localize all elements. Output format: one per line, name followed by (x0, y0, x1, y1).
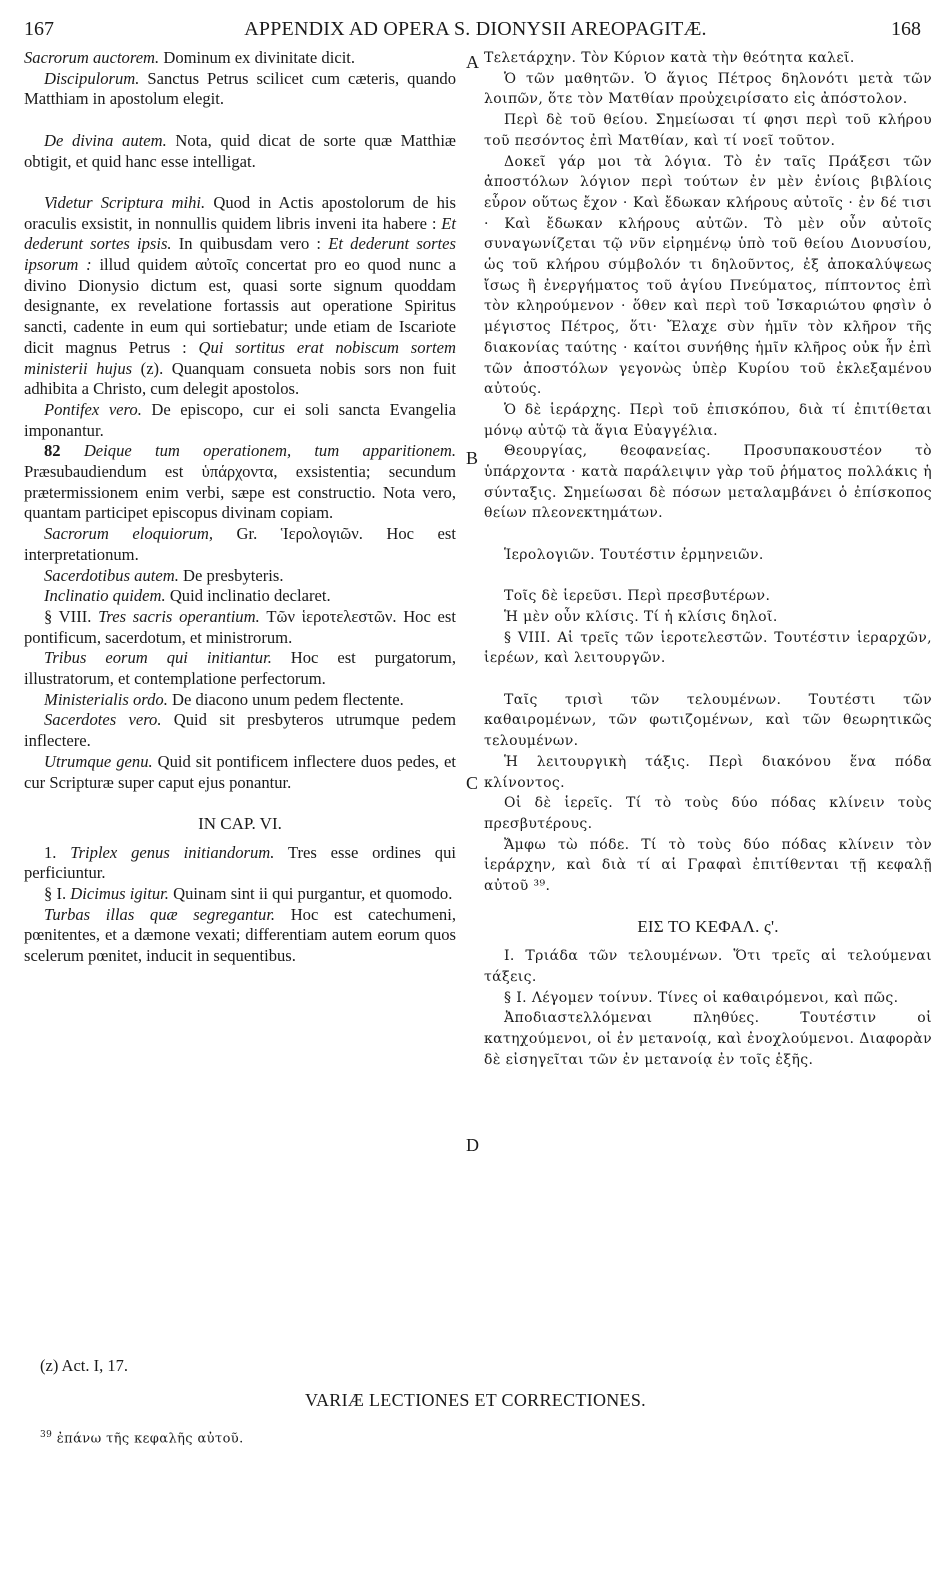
greek-note: Ἀποδιαστελλόμεναι πληθύες. Τουτέστιν οἱ κατηχούμενοι, οἱ ἐν μετανοίᾳ, καὶ ἐνοχλούμενοι. Διαφορὰν δὲ εἰσηγεῖται τῶν ἐν μετανοίᾳ ἐν τοῖς ἑξῆς. (484, 1010, 932, 1068)
latin-note: 1. Triplex genus initiandorum. Tres esse ordines qui perficiuntur. (24, 842, 456, 883)
greek-note: Θεουργίας, θεοφανείας. Προσυπακουστέον τὸ ὑπάρχοντα · κατὰ παράλειψιν γὰρ τοῦ ῥήματος πολλάκις ἡ σύνταξις. Σημείωσαι δὲ πόσων μεταλαμβάνει ὁ ἐπίσκοπος θείων πλεονεκτημάτων. (484, 443, 932, 522)
margin-letter-d: D (466, 1135, 479, 1155)
greek-footnote: $^{39}$ ἐπάνω τῆς κεφαλῆς αὐτοῦ. (40, 1430, 244, 1447)
latin-note: Tribus eorum qui initiantur. Hoc est purgatorum, illustratorum, et contemplatione perfectorum. (24, 648, 456, 689)
latin-note: Sacerdotes vero. Quid sit presbyteros utrumque pedem inflectere. (24, 710, 457, 751)
latin-note: Videtur Scriptura mihi. Quod in Actis apostolorum de his oraculis exsistit, in nonnullis quidem libris inveni ita habere : Et dederunt sortes ipsis. In quibusdam vero : Et dederunt sortes ipsorum : illud quidem αὐτοῖς concertat pro eo quod nunc a divino Dionysio dictum est, quasi sorte signum quoddam designante, ex revelatione fortassis aut operatione Spiritus sancti, cadente in eum qui sortiebatur; unde etiam de Iscariote dicit magnus Petrus : Qui sortitus erat nobiscum sortem ministerii hujus (z). Quanquam consueta nobis sors non fuit adhibita a Christo, cum delegit apostolos. (24, 192, 456, 399)
greek-note: Τοῖς δὲ ἱερεῦσι. Περὶ πρεσβυτέρων. (504, 588, 771, 605)
greek-note: Ὁ δὲ ἱεράρχης. Περὶ τοῦ ἐπισκόπου, διὰ τί ἐπιτίθεται μόνῳ αὐτῷ τὰ ἅγια Εὐαγγέλια. (484, 401, 932, 439)
margin-letter-c: C (466, 773, 479, 793)
latin-note: Pontifex vero. De episcopo, cur ei soli sancta Evangelia imponantur. (24, 399, 456, 440)
greek-note: § Ι. Λέγομεν τοίνυν. Τίνες οἱ καθαιρόμενοι, καὶ πῶς. (504, 989, 899, 1006)
running-title: APPENDIX AD OPERA S. DIONYSII AREOPAGITÆ. (244, 18, 707, 40)
greek-note: Ἡ μὲν οὖν κλίσις. Τί ἡ κλίσις δηλοῖ. (504, 608, 778, 625)
chapter-heading-greek: ΕΙΣ ΤΟ ΚΕΦΑΛ. ς'. (637, 917, 779, 937)
greek-note: Ὁ τῶν μαθητῶν. Ὁ ἅγιος Πέτρος δηλονότι μετὰ τῶν λοιπῶν, ὅτε τὸν Ματθίαν προὐχειρίσατο εἰς ἀπόστολον. (484, 70, 932, 108)
latin-note: De divina autem. Nota, quid dicat de sorte quæ Matthiæ obtigit, et quid hanc esse intelligat. (24, 130, 456, 171)
greek-column (484, 48, 932, 1070)
latin-note: 82 Deique tum operationem, tum apparitionem. Præsubaudiendum est ὑπάρχοντα, exsistentia; secundum prætermissionem enim verbi, sæpe est constructio. Nota vero, quantam participet episcopus divinam copiam. (24, 441, 456, 523)
latin-note: Inclinatio quidem. Quid inclinatio declaret. (44, 586, 331, 606)
page-number-left: 167 (24, 18, 54, 40)
greek-note: Περὶ δὲ τοῦ θείου. Σημείωσαι τί φησι περὶ τοῦ κλήρου τοῦ πεσόντος ἐπὶ Ματθίαν, καὶ τί νοεῖ τοῦτον. (484, 112, 932, 149)
section-number: 82 (44, 441, 61, 461)
greek-note: Τελετάρχην. Τὸν Κύριον κατὰ τὴν θεότητα καλεῖ. (484, 50, 855, 66)
greek-note: § VIII. Αἱ τρεῖς τῶν ἱεροτελεστῶν. Τουτέστιν ἱεραρχῶν, ἱερέων, καὶ λειτουργῶν. (484, 629, 932, 667)
margin-letter-b: B (466, 448, 479, 468)
latin-note: § VIII. Tres sacris operantium. Τῶν ἱεροτελεστῶν. Hoc est pontificum, sacerdotum, et ministrorum. (24, 606, 456, 647)
latin-note: Turbas illas quæ segregantur. Hoc est catechumeni, pœnitentes, et a dæmone vexati; differentiam autem eorum quos scelerum pœnitet, inducit in sequentibus. (24, 904, 456, 966)
latin-note: Utrumque genu. Quid sit pontificem inflectere duos pedes, et cur Scripturæ super caput ejus ponantur. (24, 751, 456, 792)
greek-note: Οἱ δὲ ἱερεῖς. Τί τὸ τοὺς δύο πόδας κλίνειν τοὺς πρεσβυτέρους. (484, 795, 932, 832)
margin-letter-a: A (466, 52, 479, 72)
latin-note: Discipulorum. Sanctus Petrus scilicet cum cæteris, quando Matthiam in apostolum elegit. (24, 68, 456, 109)
latin-note: Sacrorum auctorem. Dominum ex divinitate dicit. (24, 48, 356, 67)
running-header (0, 18, 951, 44)
latin-footnote: (z) Act. I, 17. (40, 1356, 128, 1375)
latin-note: Ministerialis ordo. De diacono unum pedem flectente. (44, 689, 404, 709)
greek-note: Ι. Τριάδα τῶν τελουμένων. Ὅτι τρεῖς αἱ τελούμεναι τάξεις. (484, 948, 932, 985)
greek-note: Ἡ λειτουργικὴ τάξις. Περὶ διακόνου ἕνα πόδα κλίνοντος. (484, 753, 932, 791)
variae-lectiones-heading: VARIÆ LECTIONES ET CORRECTIONES. (305, 1390, 646, 1410)
latin-note: Sacrorum eloquiorum, Gr. Ἱερολογιῶν. Hoc est interpretationum. (24, 524, 456, 564)
latin-note: Sacerdotibus autem. De presbyteris. (44, 565, 284, 585)
greek-note: Δοκεῖ γάρ μοι τὰ λόγια. Τὸ ἐν ταῖς Πράξεσι τῶν ἀποστόλων λόγιον περὶ τούτων ἐν μὲν ἐνίοις βιβλίοις εὗρον οὕτως ἔχον · Καὶ ἔδωκαν κλήρους αὐτοῖς · ἐν δέ τισι · Καὶ ἔδωκαν κλήρους αὐτῶν. Τὸ μὲν οὖν αὐτοῖς συναγωνίζεται τῷ νῦν εἰρημένῳ ὑπὸ τοῦ θείου Διονυσίου, ὡς τοῦ κλήρου σύμβολόν τι δηλοῦντος, ἐξ ἀποκαλύψεως ἴσως ἢ ἐνεργήματος τοῦ ἁγίου Πνεύματος, πίπτοντος ἐπὶ τὸν κληρούμενον · ὅθεν καὶ περὶ τοῦ Ἰσκαριώτου φησὶν ὁ μέγιστος Πέτρος, ὅτι· Ἔλαχε σὺν ἡμῖν τὸν κλῆρον τῆς διακονίας ταύτης · καίτοι συνήθης ἡμῖν κλῆρος οὐκ ἦν ἐπὶ τῶν ἀποστόλων γεγονὼς ὑπὲρ Κυρίου τοῦ ἐκλεξαμένου αὐτούς. (484, 153, 932, 398)
page-number-right: 168 (891, 18, 921, 40)
latin-note: § I. Dicimus igitur. Quinam sint ii qui purgantur, et quomodo. (44, 884, 453, 904)
latin-column (24, 48, 456, 967)
greek-note: Ἄμφω τὼ πόδε. Τί τὸ τοὺς δύο πόδας κλίνειν τὸν ἱεράρχην, καὶ διὰ τί αἱ Γραφαὶ ἐπιτίθενται τῇ κεφαλῇ αὐτοῦ ³⁹. (484, 836, 932, 895)
greek-note: Ἱερολογιῶν. Τουτέστιν ἑρμηνειῶν. (504, 546, 764, 563)
greek-note: Ταῖς τρισὶ τῶν τελουμένων. Τουτέστι τῶν καθαιρομένων, τῶν φωτιζομένων, καὶ τῶν θεωρητικῶς τελουμένων. (484, 691, 932, 750)
chapter-heading-latin: IN CAP. VI. (198, 813, 282, 833)
